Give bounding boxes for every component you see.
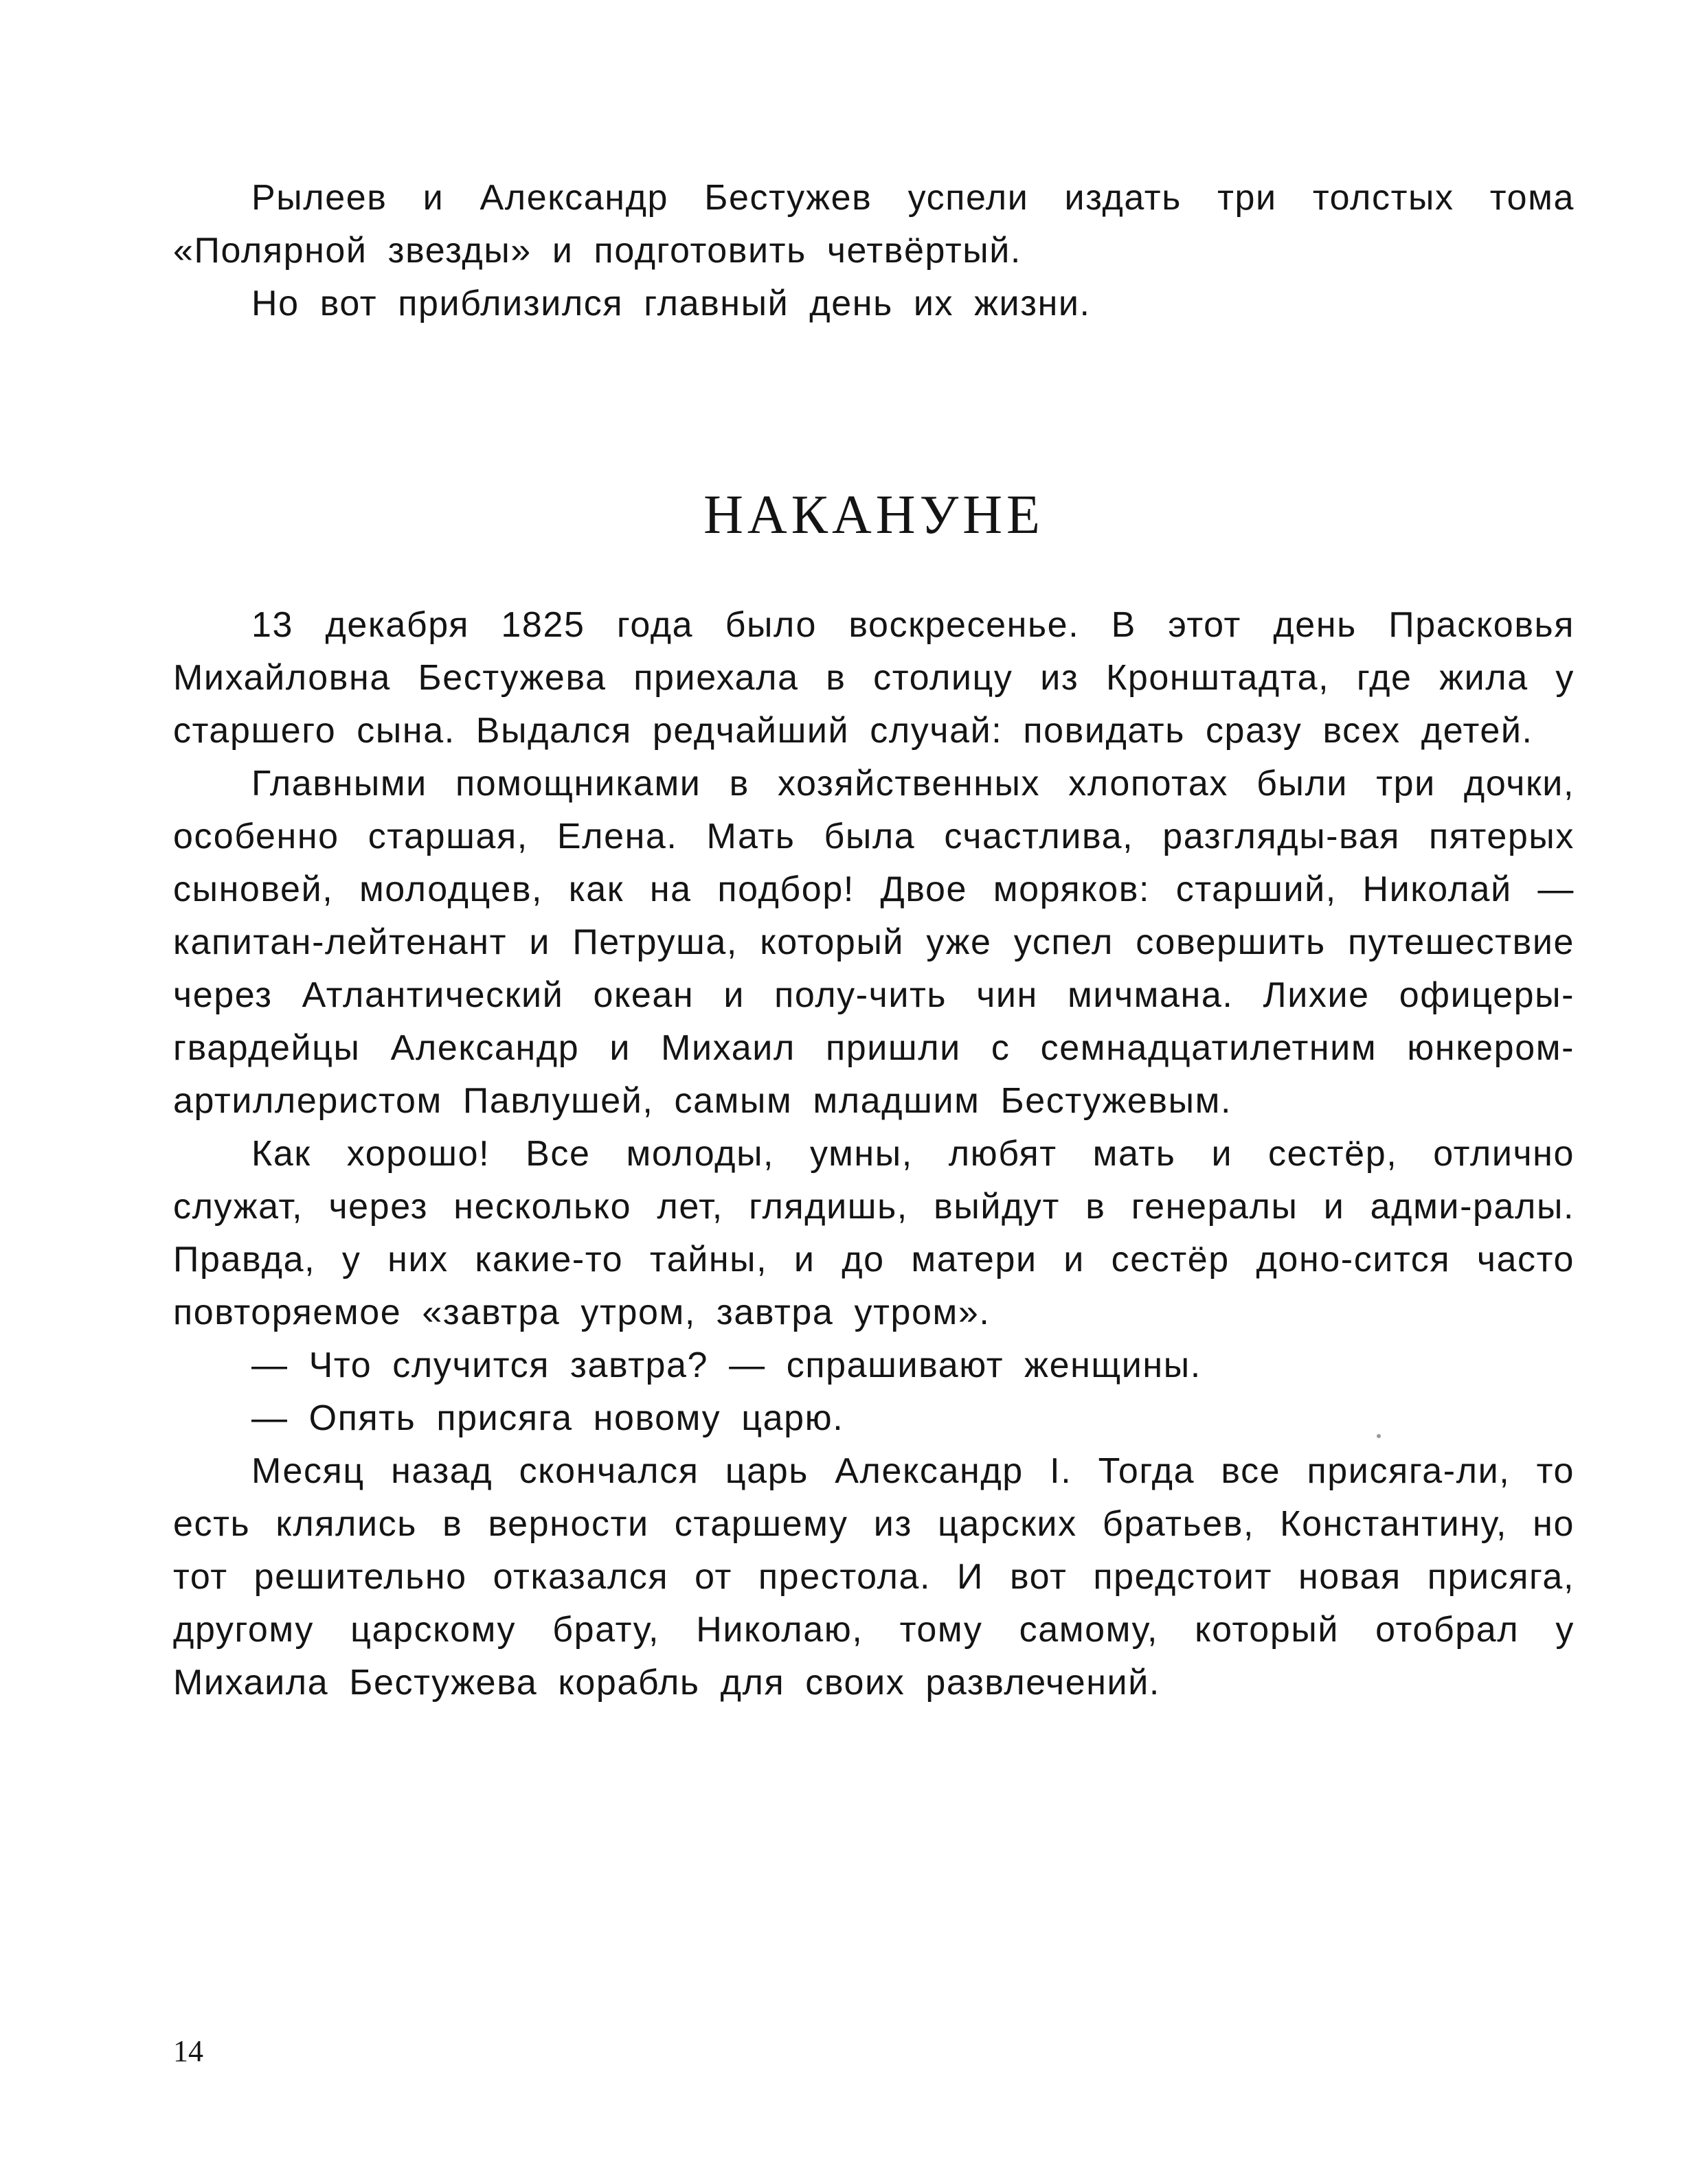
intro-section bbox=[173, 172, 1575, 330]
chapter-paragraph-4: Месяц назад скончался царь Александр I. Тогда все присяга-ли, то есть клялись в верности старшему из царских братьев, Константину, но тот решительно отказался от престола. И вот предстоит новая присяга, другому царскому брату, Николаю, тому самому, который отобрал у Михаила Бестужева корабль для своих развлечений. bbox=[173, 1451, 1575, 1703]
chapter-paragraph-2: Главными помощниками в хозяйственных хлопотах были три дочки, особенно старшая, Елена. Мать была счастлива, разгляды-вая пятерых сыновей, молодцев, как на подбор! Двое моряков: старший, Николай — капитан-лейтенант и Петруша, который уже успел совершить путешествие через Атлантический океан и полу-чить чин мичмана. Лихие офицеры-гвардейцы Александр и Михаил пришли с семнадцатилетним юнкером-артиллеристом Павлушей, самым младшим Бестужевым. bbox=[173, 764, 1575, 1121]
chapter-heading bbox=[173, 484, 1575, 546]
page-number: 14 bbox=[173, 2034, 203, 2068]
print-speck bbox=[1377, 1434, 1381, 1438]
intro-paragraph-1: Рылеев и Александр Бестужев успели издать три толстых тома «Полярной звезды» и подготовить четвёртый. bbox=[173, 178, 1575, 271]
dialogue-line-2: — Опять присяга новому царю. bbox=[251, 1398, 844, 1438]
chapter-body bbox=[173, 599, 1575, 1709]
intro-paragraph-2: Но вот приблизился главный день их жизни. bbox=[251, 284, 1091, 323]
book-page bbox=[173, 172, 1575, 1703]
chapter-paragraph-3: Как хорошо! Все молоды, умны, любят мать и сестёр, отлично служат, через несколько лет, глядишь, выйдут в генералы и адми-ралы. Правда, у них какие-то тайны, и до матери и сестёр доно-сится часто повторяемое «завтра утром, завтра утром». bbox=[173, 1134, 1575, 1332]
dialogue-line-1: — Что случится завтра? — спрашивают женщины. bbox=[251, 1345, 1202, 1385]
chapter-title: НАКАНУНЕ bbox=[703, 485, 1044, 545]
chapter-paragraph-1: 13 декабря 1825 года было воскресенье. В этот день Прасковья Михайловна Бестужева приехала в столицу из Кронштадта, где жила у старшего сына. Выдался редчайший случай: повидать сразу всех детей. bbox=[173, 605, 1575, 751]
